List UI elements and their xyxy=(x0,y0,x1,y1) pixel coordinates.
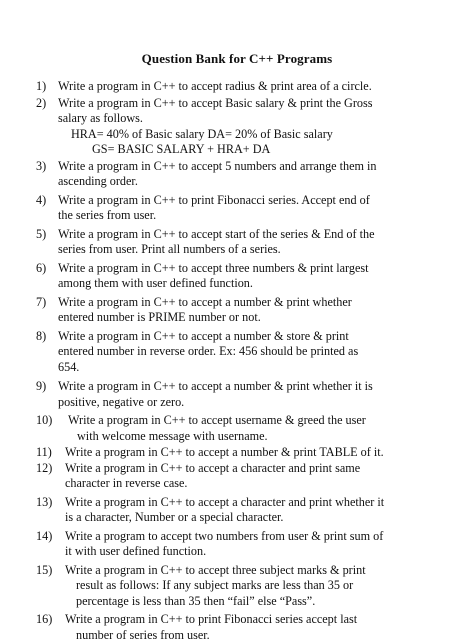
question-number: 11) xyxy=(36,445,52,461)
question-item xyxy=(36,445,446,461)
formula-line: GS= BASIC SALARY + HRA+ DA xyxy=(36,142,446,158)
question-number: 1) xyxy=(36,79,46,95)
question-item xyxy=(36,529,446,560)
question-line: it with user defined function. xyxy=(36,544,446,560)
question-item xyxy=(36,612,446,643)
question-line: Write a program in C++ to accept a number & print whether it is xyxy=(36,379,446,395)
question-line: the series from user. xyxy=(36,208,446,224)
question-item xyxy=(36,159,446,190)
question-line: Write a program in C++ to accept three numbers & print largest xyxy=(36,261,446,277)
question-line: ascending order. xyxy=(36,174,446,190)
question-line: Write a program in C++ to accept three subject marks & print xyxy=(36,563,446,579)
question-line: Write a program in C++ to print Fibonacci series. Accept end of xyxy=(36,193,446,209)
question-number: 7) xyxy=(36,295,46,311)
question-line: entered number is PRIME number or not. xyxy=(36,310,446,326)
question-number: 6) xyxy=(36,261,46,277)
question-number: 12) xyxy=(36,461,52,477)
question-number: 14) xyxy=(36,529,52,545)
question-item xyxy=(36,461,446,492)
question-line: Write a program to accept two numbers from user & print sum of xyxy=(36,529,446,545)
question-line: with welcome message with username. xyxy=(36,429,446,445)
question-number: 15) xyxy=(36,563,52,579)
question-line: Write a program in C++ to accept start of the series & End of the xyxy=(36,227,446,243)
question-item xyxy=(36,227,446,258)
question-line: number of series from user. xyxy=(36,628,446,643)
question-line: character in reverse case. xyxy=(36,476,446,492)
question-line: entered number in reverse order. Ex: 456 should be printed as xyxy=(36,344,446,360)
question-item xyxy=(36,261,446,292)
question-number: 10) xyxy=(36,413,52,429)
question-number: 4) xyxy=(36,193,46,209)
question-line: Write a program in C++ to accept 5 numbers and arrange them in xyxy=(36,159,446,175)
question-line: Write a program in C++ to accept a character and print whether it xyxy=(36,495,446,511)
question-line: Write a program in C++ to accept a number & store & print xyxy=(36,329,446,345)
question-item xyxy=(36,193,446,224)
question-line: 654. xyxy=(36,360,446,376)
question-item xyxy=(36,329,446,376)
question-item xyxy=(36,563,446,610)
question-line: Write a program in C++ to accept a number & print whether xyxy=(36,295,446,311)
question-number: 9) xyxy=(36,379,46,395)
question-line: series from user. Print all numbers of a series. xyxy=(36,242,446,258)
question-item xyxy=(36,79,446,95)
question-line: positive, negative or zero. xyxy=(36,395,446,411)
question-line: Write a program in C++ to accept a character and print same xyxy=(36,461,446,477)
question-line: Write a program in C++ to accept username & greed the user xyxy=(36,413,446,429)
question-line: Write a program in C++ to accept Basic salary & print the Gross xyxy=(36,96,446,112)
question-number: 13) xyxy=(36,495,52,511)
question-item xyxy=(36,413,446,444)
document-title: Question Bank for C++ Programs xyxy=(0,51,474,67)
question-line: among them with user defined function. xyxy=(36,276,446,292)
question-number: 8) xyxy=(36,329,46,345)
question-line: Write a program in C++ to print Fibonacci series accept last xyxy=(36,612,446,628)
question-line: percentage is less than 35 then “fail” else “Pass”. xyxy=(36,594,446,610)
question-item xyxy=(36,495,446,526)
question-line: salary as follows. xyxy=(36,111,446,127)
question-line: Write a program in C++ to accept a number & print TABLE of it. xyxy=(36,445,446,461)
question-line: result as follows: If any subject marks are less than 35 or xyxy=(36,578,446,594)
question-line: Write a program in C++ to accept radius & print area of a circle. xyxy=(36,79,446,95)
question-line: is a character, Number or a special character. xyxy=(36,510,446,526)
question-number: 5) xyxy=(36,227,46,243)
question-item xyxy=(36,295,446,326)
question-number: 2) xyxy=(36,96,46,112)
question-number: 16) xyxy=(36,612,52,628)
question-item xyxy=(36,379,446,410)
question-number: 3) xyxy=(36,159,46,175)
question-item xyxy=(36,96,446,158)
formula-line: HRA= 40% of Basic salary DA= 20% of Basic salary xyxy=(36,127,446,143)
question-list xyxy=(36,79,446,643)
